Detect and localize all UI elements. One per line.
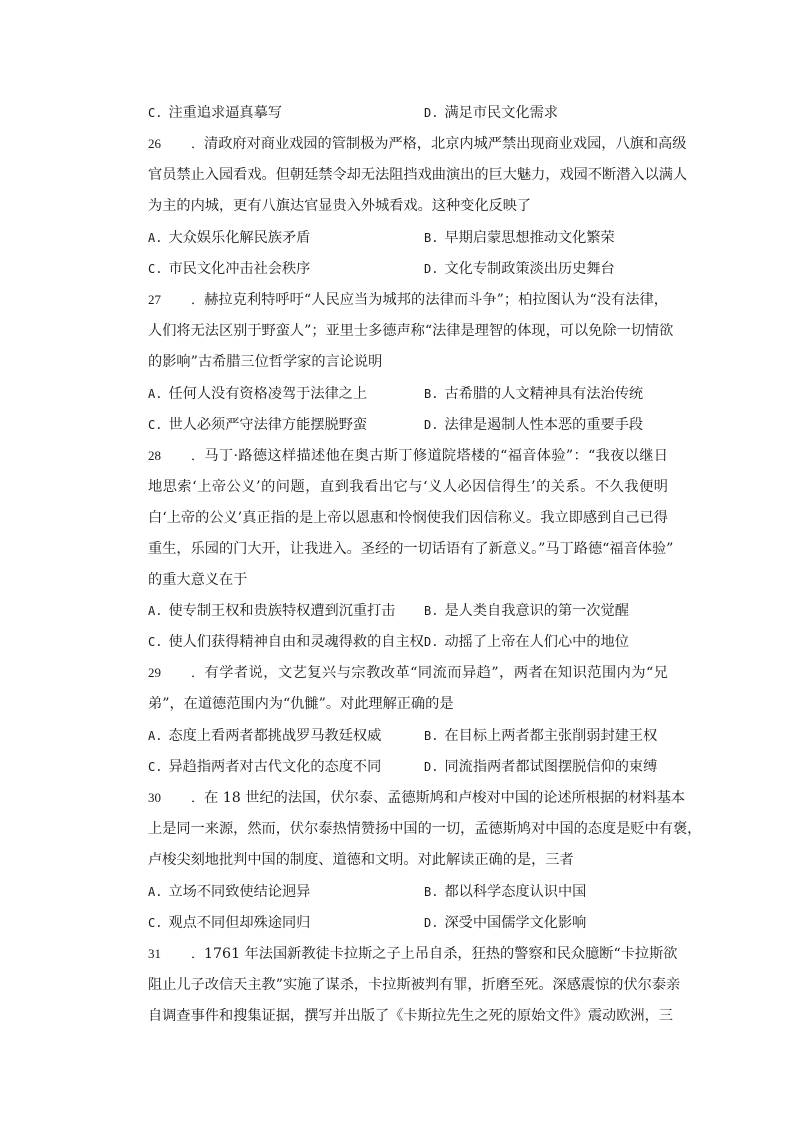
option-text: 是人类自我意识的第一次觉醒 [444,603,629,619]
q26-stem-line-3: 为主的内城，更有八旗达官显贵入外城看戏。这种变化反映了 [148,198,532,214]
q31-stem-line-1 [148,944,678,964]
option-text: 任何人没有资格凌驾于法律之上 [168,386,368,402]
option-letter: A. [148,387,163,401]
option-text: 世人必须严守法律方能摆脱野蛮 [168,417,368,433]
q29-option-c[interactable] [148,757,381,777]
option-letter: D. [424,916,439,930]
option-text: 观点不同但却殊途同归 [168,915,311,931]
option-text: 态度上看两者都挑战罗马教廷权威 [168,728,382,744]
q28-option-c[interactable] [148,632,424,652]
option-letter: B. [424,604,439,618]
option-letter: C. [148,635,163,649]
q26-option-c[interactable] [148,259,310,279]
q28-option-a[interactable] [148,601,395,621]
option-text: 注重追求逼真摹写 [168,105,282,121]
q31-stem-line-3: 自调查事件和搜集证据，撰写并出版了《卡斯拉先生之死的原始文件》震动欧洲，三 [148,1008,673,1024]
q30-stem-line-2: 上是同一来源，然而，伏尔泰热情赞扬中国的一切，孟德斯鸠对中国的态度是贬中有褒， [148,821,702,837]
q27-option-d[interactable] [424,415,643,435]
q29-option-a[interactable] [148,726,381,746]
q26-stem-line-1 [148,134,687,154]
question-number: 26． [148,136,204,151]
option-text: 立场不同致使结论迥异 [168,884,311,900]
option-letter: B. [424,885,439,899]
q28-stem-line-1 [148,446,668,466]
q30-option-c[interactable] [148,913,310,933]
stem-text: 清政府对商业戏园的管制极为严格，北京内城严禁出现商业戏园，八旗和高级 [204,136,687,152]
option-text: 在目标上两者都主张削弱封建王权 [444,728,658,744]
option-letter: A. [148,231,163,245]
q30-stem-line-3: 卢梭尖刻地批判中国的制度、道德和文明。对此解读正确的是，三者 [148,852,574,868]
q30-option-b[interactable] [424,882,586,902]
option-letter: C. [148,106,163,120]
option-text: 使专制王权和贵族特权遭到沉重打击 [168,603,396,619]
q28-stem-line-2: 地思索‘上帝公义’的问题，直到我看出它与‘义人必因信得生’的关系。不久我便明 [148,479,668,495]
q27-stem-line-2: 人们将无法区别于野蛮人”；亚里士多德声称“法律是理智的体现，可以免除一切情欲 [148,323,674,339]
q29-stem-line-2: 弟”，在道德范围内为“仇雠”。对此理解正确的是 [148,696,454,712]
option-letter: B. [424,387,439,401]
option-letter: C. [148,418,163,432]
q26-option-b[interactable] [424,228,615,248]
option-letter: D. [424,418,439,432]
q30-option-d[interactable] [424,913,586,933]
q25-option-d[interactable] [424,103,558,123]
option-text: 早期启蒙思想推动文化繁荣 [444,230,615,246]
q27-option-c[interactable] [148,415,367,435]
option-text: 异趋指两者对古代文化的态度不同 [168,759,382,775]
q26-stem-line-2: 官员禁止入园看戏。但朝廷禁令却无法阻挡戏曲演出的巨大魅力，戏园不断潜入以满人 [148,167,688,183]
stem-text: 赫拉克利特呼吁“人民应当为城邦的法律而斗争”；柏拉图认为“没有法律， [204,292,668,308]
question-number: 31． [148,946,204,961]
option-text: 使人们获得精神自由和灵魂得救的自主权 [168,634,424,650]
option-letter: B. [424,729,439,743]
q28-option-b[interactable] [424,601,629,621]
q29-stem-line-1 [148,663,668,683]
option-letter: D. [424,106,439,120]
q28-stem-line-3: 白‘上帝的公义’真正指的是上帝以恩惠和怜悯使我们因信称义。我立即感到自己已得 [148,510,668,526]
q27-option-b[interactable] [424,384,643,404]
option-text: 文化专制政策淡出历史舞台 [444,261,615,277]
question-number: 28． [148,448,204,463]
option-text: 深受中国儒学文化影响 [444,915,587,931]
option-letter: B. [424,231,439,245]
option-letter: C. [148,760,163,774]
q28-stem-line-5: 的重大意义在于 [148,572,248,588]
option-letter: A. [148,729,163,743]
option-text: 满足市民文化需求 [444,105,558,121]
option-letter: D. [424,262,439,276]
stem-text: 马丁·路德这样描述他在奥古斯丁修道院塔楼的“福音体验”：“我夜以继日 [204,448,668,464]
option-letter: A. [148,885,163,899]
question-number: 27． [148,292,204,307]
q27-stem-line-3: 的影响”古希腊三位哲学家的言论说明 [148,354,383,370]
q26-option-d[interactable] [424,259,615,279]
question-number: 29． [148,665,204,680]
stem-text: 在 18 世纪的法国，伏尔泰、孟德斯鸠和卢梭对中国的论述所根据的材料基本 [204,790,686,806]
q29-option-b[interactable] [424,726,657,746]
q30-option-a[interactable] [148,882,310,902]
q26-option-a[interactable] [148,228,310,248]
option-letter: A. [148,604,163,618]
option-text: 市民文化冲击社会秩序 [168,261,311,277]
option-text: 都以科学态度认识中国 [444,884,587,900]
option-text: 古希腊的人文精神具有法治传统 [444,386,644,402]
option-text: 同流指两者都试图摆脱信仰的束缚 [444,759,658,775]
q31-stem-line-2: 阻止儿子改信天主教”实施了谋杀，卡拉斯被判有罪，折磨至死。深感震惊的伏尔泰亲 [148,977,681,993]
stem-text: 1761 年法国新教徒卡拉斯之子上吊自杀，狂热的警察和民众臆断“卡拉斯欲 [204,946,678,962]
option-letter: D. [424,635,439,649]
q30-stem-line-1 [148,788,686,808]
option-letter: D. [424,760,439,774]
stem-text: 有学者说，文艺复兴与宗教改革“同流而异趋”，两者在知识范围内为“兄 [204,665,668,681]
option-text: 大众娱乐化解民族矛盾 [168,230,311,246]
option-text: 动摇了上帝在人们心中的地位 [444,634,629,650]
q28-option-d[interactable] [424,632,629,652]
q29-option-d[interactable] [424,757,657,777]
option-letter: C. [148,262,163,276]
q28-stem-line-4: 重生，乐园的门大开，让我进入。圣经的一切话语有了新意义。”马丁路德“福音体验” [148,541,674,557]
option-letter: C. [148,916,163,930]
q27-stem-line-1 [148,290,668,310]
q25-option-c[interactable] [148,103,282,123]
q27-option-a[interactable] [148,384,367,404]
option-text: 法律是遏制人性本恶的重要手段 [444,417,644,433]
question-number: 30． [148,790,204,805]
